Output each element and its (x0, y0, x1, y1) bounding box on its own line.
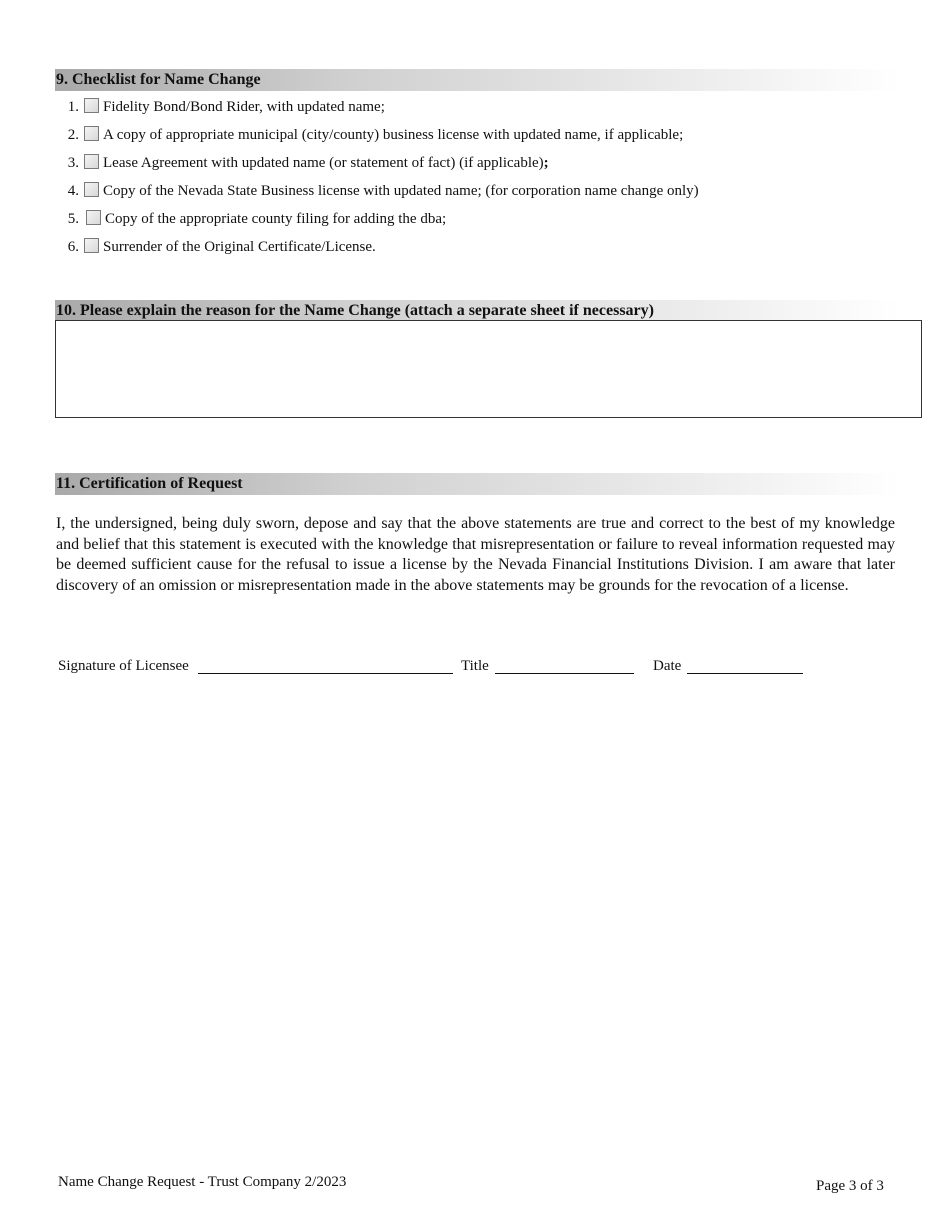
signature-label: Signature of Licensee (58, 658, 189, 674)
footer-form-name: Name Change Request - Trust Company 2/2023 (58, 1174, 347, 1190)
checklist-item-2 (55, 124, 915, 152)
checklist-item-3 (55, 152, 915, 180)
fidelity-bond-checkbox[interactable] (84, 98, 99, 113)
title-field[interactable] (495, 673, 634, 674)
county-filing-checkbox[interactable] (86, 210, 101, 225)
checklist-item-6 (55, 236, 915, 264)
checklist-item-label: Copy of the Nevada State Business license with updated name; (for corporation name change only) (103, 183, 699, 199)
checklist-item-label: Surrender of the Original Certificate/License. (103, 239, 376, 255)
checklist-item-suffix: ; (543, 155, 549, 171)
checklist-item-label: Copy of the appropriate county filing for adding the dba; (105, 211, 447, 227)
checklist-item-number: 1. (67, 99, 79, 115)
name-change-checklist (55, 96, 915, 264)
section-10-header: 10. Please explain the reason for the Name Change (attach a separate sheet if necessary) (55, 300, 900, 322)
checklist-item-number: 6. (67, 239, 79, 255)
date-label: Date (653, 658, 682, 674)
checklist-item-label-wrap (103, 152, 549, 174)
checklist-item-label: Lease Agreement with updated name (or statement of fact) (if applicable) (103, 155, 544, 171)
section-9-header: 9. Checklist for Name Change (55, 69, 900, 91)
checklist-item-number: 5. (67, 211, 79, 227)
checklist-item-number: 4. (67, 183, 79, 199)
state-business-license-checkbox[interactable] (84, 182, 99, 197)
section-11-header: 11. Certification of Request (55, 473, 900, 495)
name-change-reason-field[interactable] (55, 320, 922, 418)
checklist-item-number: 2. (67, 127, 79, 143)
signature-field[interactable] (198, 673, 453, 674)
checklist-item-label: A copy of appropriate municipal (city/county) business license with updated name, if applicable; (103, 127, 684, 143)
lease-agreement-checkbox[interactable] (84, 154, 99, 169)
footer-page-number: Page 3 of 3 (816, 1178, 884, 1194)
checklist-item-4 (55, 180, 915, 208)
checklist-item-1 (55, 96, 915, 124)
municipal-license-checkbox[interactable] (84, 126, 99, 141)
checklist-item-label: Fidelity Bond/Bond Rider, with updated name; (103, 99, 385, 115)
checklist-item-number: 3. (67, 155, 79, 171)
checklist-item-5 (55, 208, 915, 236)
certification-statement: I, the undersigned, being duly sworn, depose and say that the above statements are true and correct to the best of my knowledge and belief that this statement is executed with the knowledge that misrepresentation or failure to reveal information requested may be deemed sufficient cause for the refusal to issue a license by the Nevada Financial Institutions Division. I am aware that later discovery of an omission or misrepresentation made in the above statements may be grounds for the revocation of a license. (56, 515, 895, 594)
surrender-certificate-checkbox[interactable] (84, 238, 99, 253)
date-field[interactable] (687, 673, 803, 674)
title-label: Title (461, 658, 489, 674)
